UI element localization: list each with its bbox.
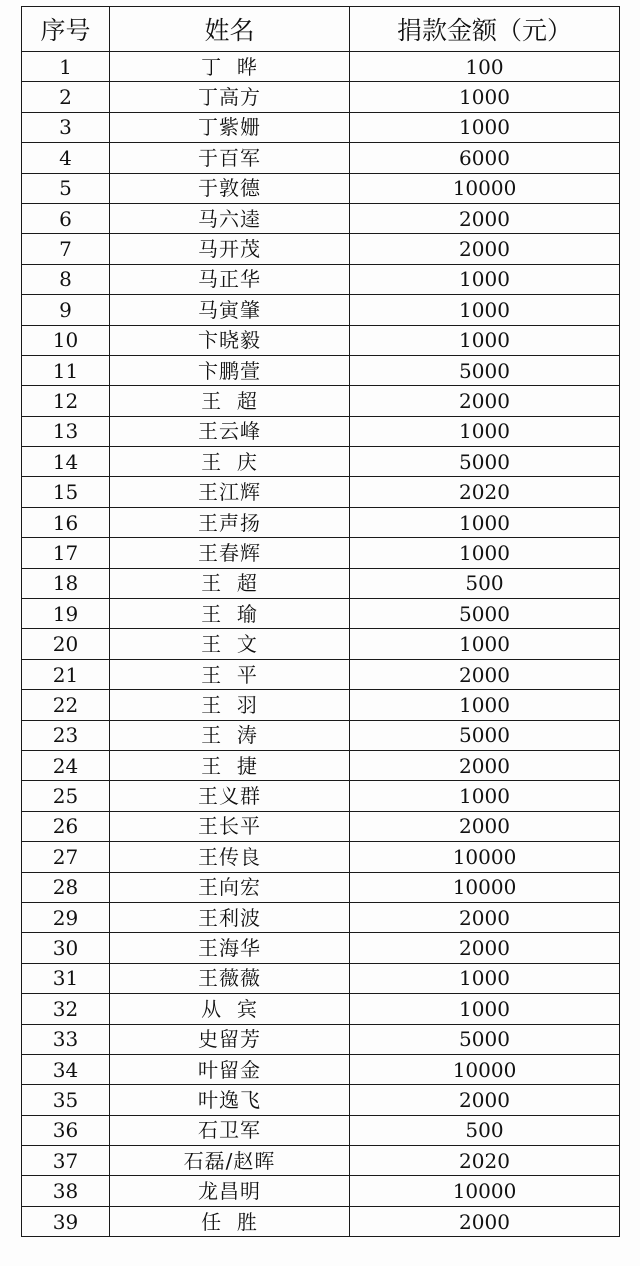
- row-index: 2: [22, 82, 110, 112]
- row-index: 19: [22, 599, 110, 629]
- table-row: [22, 234, 620, 264]
- donation-amount: 1000: [350, 994, 620, 1024]
- donor-name-text: 丁紫姗: [198, 115, 261, 140]
- donor-name-text: 于百军: [198, 145, 261, 170]
- donation-amount: 1000: [350, 112, 620, 142]
- row-index: 1: [22, 52, 110, 82]
- row-index: 31: [22, 963, 110, 993]
- donor-name: [110, 173, 350, 203]
- table-row: [22, 629, 620, 659]
- donor-name-text: 马寅肇: [198, 297, 261, 322]
- table-row: [22, 659, 620, 689]
- row-index: 36: [22, 1115, 110, 1145]
- donor-name: [110, 112, 350, 142]
- donor-name-text: 王向宏: [198, 875, 261, 900]
- donor-name: [110, 1085, 350, 1115]
- donor-name: [110, 659, 350, 689]
- donor-name-text: 王云峰: [198, 419, 261, 444]
- table-row: [22, 386, 620, 416]
- donor-name-text: 马六逵: [198, 206, 261, 231]
- donor-name: [110, 1176, 350, 1206]
- table-row: [22, 507, 620, 537]
- header-name: 姓名: [110, 7, 350, 52]
- header-amount: 捐款金额（元）: [350, 7, 620, 52]
- donation-amount: 1000: [350, 963, 620, 993]
- donor-name-text: 卞晓毅: [198, 328, 261, 353]
- donation-amount: 10000: [350, 1176, 620, 1206]
- donor-name: [110, 690, 350, 720]
- donation-amount: 2000: [350, 1206, 620, 1236]
- row-index: 11: [22, 355, 110, 385]
- donation-amount: 6000: [350, 143, 620, 173]
- donation-amount: 5000: [350, 1024, 620, 1054]
- table-row: [22, 112, 620, 142]
- donation-amount: 2000: [350, 933, 620, 963]
- donor-name: [110, 295, 350, 325]
- donor-name: [110, 1115, 350, 1145]
- donor-name-text: 马开茂: [198, 237, 261, 262]
- table-row: [22, 355, 620, 385]
- row-index: 28: [22, 872, 110, 902]
- donor-name: [110, 143, 350, 173]
- table-row: [22, 690, 620, 720]
- row-index: 30: [22, 933, 110, 963]
- donation-amount: 1000: [350, 507, 620, 537]
- donation-amount: 2000: [350, 386, 620, 416]
- donor-name-text: 王 超: [201, 388, 258, 413]
- donor-name: [110, 994, 350, 1024]
- donation-amount: 10000: [350, 173, 620, 203]
- donor-name-text: 卞鹏萱: [198, 358, 261, 383]
- table-row: [22, 902, 620, 932]
- donation-amount: 5000: [350, 355, 620, 385]
- donor-name-text: 王 瑜: [201, 601, 258, 626]
- row-index: 8: [22, 264, 110, 294]
- row-index: 35: [22, 1085, 110, 1115]
- donation-amount: 2000: [350, 811, 620, 841]
- table-row: [22, 52, 620, 82]
- donor-name: [110, 1206, 350, 1236]
- donor-name: [110, 963, 350, 993]
- donor-name-text: 王 羽: [201, 692, 258, 717]
- donor-name-text: 王传良: [198, 844, 261, 869]
- donor-name: [110, 234, 350, 264]
- donation-amount: 2000: [350, 750, 620, 780]
- row-index: 26: [22, 811, 110, 841]
- table-row: [22, 1054, 620, 1084]
- donor-name-text: 王义群: [198, 784, 261, 809]
- donation-amount: 1000: [350, 82, 620, 112]
- donation-amount: 2020: [350, 477, 620, 507]
- donation-amount: 1000: [350, 781, 620, 811]
- row-index: 9: [22, 295, 110, 325]
- donor-name: [110, 872, 350, 902]
- row-index: 22: [22, 690, 110, 720]
- row-index: 32: [22, 994, 110, 1024]
- row-index: 14: [22, 447, 110, 477]
- table-row: [22, 325, 620, 355]
- donor-name: [110, 811, 350, 841]
- row-index: 33: [22, 1024, 110, 1054]
- donor-name: [110, 52, 350, 82]
- table-row: [22, 599, 620, 629]
- table-row: [22, 1024, 620, 1054]
- donation-amount: 2000: [350, 902, 620, 932]
- table-row: [22, 750, 620, 780]
- donor-name-text: 王长平: [198, 814, 261, 839]
- row-index: 27: [22, 842, 110, 872]
- donor-name: [110, 781, 350, 811]
- row-index: 6: [22, 203, 110, 233]
- table-row: [22, 143, 620, 173]
- donor-name-text: 丁 晔: [201, 54, 258, 79]
- donor-name: [110, 203, 350, 233]
- donation-amount: 1000: [350, 629, 620, 659]
- donation-amount: 1000: [350, 264, 620, 294]
- table-row: [22, 1206, 620, 1236]
- donation-amount: 5000: [350, 720, 620, 750]
- table-row: [22, 994, 620, 1024]
- donor-name: [110, 750, 350, 780]
- donor-name: [110, 386, 350, 416]
- table-row: [22, 295, 620, 325]
- donor-name-text: 龙昌明: [198, 1179, 261, 1204]
- row-index: 13: [22, 416, 110, 446]
- donation-table: [21, 6, 620, 1237]
- row-index: 4: [22, 143, 110, 173]
- donation-amount: 1000: [350, 690, 620, 720]
- donor-name-text: 王 文: [201, 632, 258, 657]
- donor-name: [110, 1054, 350, 1084]
- donation-amount: 5000: [350, 599, 620, 629]
- row-index: 16: [22, 507, 110, 537]
- donation-amount: 2020: [350, 1146, 620, 1176]
- row-index: 39: [22, 1206, 110, 1236]
- donor-name-text: 王 平: [201, 662, 258, 687]
- row-index: 7: [22, 234, 110, 264]
- table-row: [22, 720, 620, 750]
- donation-amount: 500: [350, 568, 620, 598]
- donor-name: [110, 1146, 350, 1176]
- donation-amount: 5000: [350, 447, 620, 477]
- table-row: [22, 781, 620, 811]
- donor-name: [110, 629, 350, 659]
- table-row: [22, 568, 620, 598]
- donor-name: [110, 538, 350, 568]
- table-row: [22, 872, 620, 902]
- table-row: [22, 447, 620, 477]
- row-index: 25: [22, 781, 110, 811]
- row-index: 18: [22, 568, 110, 598]
- donor-name: [110, 264, 350, 294]
- table-row: [22, 173, 620, 203]
- donor-name: [110, 416, 350, 446]
- donor-name: [110, 720, 350, 750]
- table-row: [22, 82, 620, 112]
- donor-name-text: 王海华: [198, 936, 261, 961]
- donation-amount: 10000: [350, 872, 620, 902]
- donor-name-text: 叶留金: [198, 1057, 261, 1082]
- table-row: [22, 203, 620, 233]
- donor-name-text: 从 宾: [201, 996, 258, 1021]
- donor-name: [110, 355, 350, 385]
- table-row: [22, 416, 620, 446]
- donor-name-text: 王声扬: [198, 510, 261, 535]
- donation-amount: 10000: [350, 1054, 620, 1084]
- donor-name-text: 王 超: [201, 571, 258, 596]
- row-index: 23: [22, 720, 110, 750]
- table-body: [22, 52, 620, 1237]
- donor-name-text: 任 胜: [201, 1209, 258, 1234]
- donor-name-text: 王 庆: [201, 449, 258, 474]
- donation-amount: 2000: [350, 234, 620, 264]
- row-index: 17: [22, 538, 110, 568]
- donor-name: [110, 842, 350, 872]
- donor-name: [110, 902, 350, 932]
- row-index: 10: [22, 325, 110, 355]
- donor-name-text: 石卫军: [198, 1118, 261, 1143]
- donor-name: [110, 933, 350, 963]
- donation-amount: 500: [350, 1115, 620, 1145]
- donor-name-text: 王薇薇: [198, 966, 261, 991]
- table-header-row: [22, 7, 620, 52]
- table-row: [22, 477, 620, 507]
- table-row: [22, 538, 620, 568]
- row-index: 5: [22, 173, 110, 203]
- donor-name-text: 丁高方: [198, 85, 261, 110]
- table-row: [22, 1146, 620, 1176]
- donation-amount: 10000: [350, 842, 620, 872]
- donor-name: [110, 599, 350, 629]
- donation-amount: 1000: [350, 416, 620, 446]
- donation-amount: 2000: [350, 1085, 620, 1115]
- donor-name-text: 王江辉: [198, 480, 261, 505]
- donor-name: [110, 325, 350, 355]
- donor-name-text: 叶逸飞: [198, 1087, 261, 1112]
- donor-name-text: 王春辉: [198, 540, 261, 565]
- row-index: 34: [22, 1054, 110, 1084]
- donation-amount: 2000: [350, 659, 620, 689]
- table-row: [22, 842, 620, 872]
- donor-name: [110, 507, 350, 537]
- header-index: 序号: [22, 7, 110, 52]
- row-index: 15: [22, 477, 110, 507]
- donor-name-text: 于敦德: [198, 176, 261, 201]
- donor-name: [110, 447, 350, 477]
- donor-name: [110, 82, 350, 112]
- donor-name-text: 王 捷: [201, 753, 258, 778]
- table-row: [22, 1176, 620, 1206]
- table-row: [22, 1085, 620, 1115]
- table-row: [22, 811, 620, 841]
- donation-amount: 100: [350, 52, 620, 82]
- donation-amount: 1000: [350, 295, 620, 325]
- donor-name: [110, 568, 350, 598]
- table-row: [22, 264, 620, 294]
- donation-amount: 2000: [350, 203, 620, 233]
- table-row: [22, 1115, 620, 1145]
- row-index: 29: [22, 902, 110, 932]
- table-row: [22, 963, 620, 993]
- row-index: 20: [22, 629, 110, 659]
- row-index: 21: [22, 659, 110, 689]
- row-index: 24: [22, 750, 110, 780]
- donor-name-text: 石磊/赵晖: [183, 1148, 276, 1173]
- donation-amount: 1000: [350, 325, 620, 355]
- row-index: 37: [22, 1146, 110, 1176]
- row-index: 38: [22, 1176, 110, 1206]
- donor-name-text: 史留芳: [198, 1027, 261, 1052]
- donor-name: [110, 1024, 350, 1054]
- row-index: 12: [22, 386, 110, 416]
- table-row: [22, 933, 620, 963]
- donor-name-text: 马正华: [198, 267, 261, 292]
- donor-name: [110, 477, 350, 507]
- donation-amount: 1000: [350, 538, 620, 568]
- donor-name-text: 王 涛: [201, 723, 258, 748]
- donor-name-text: 王利波: [198, 905, 261, 930]
- row-index: 3: [22, 112, 110, 142]
